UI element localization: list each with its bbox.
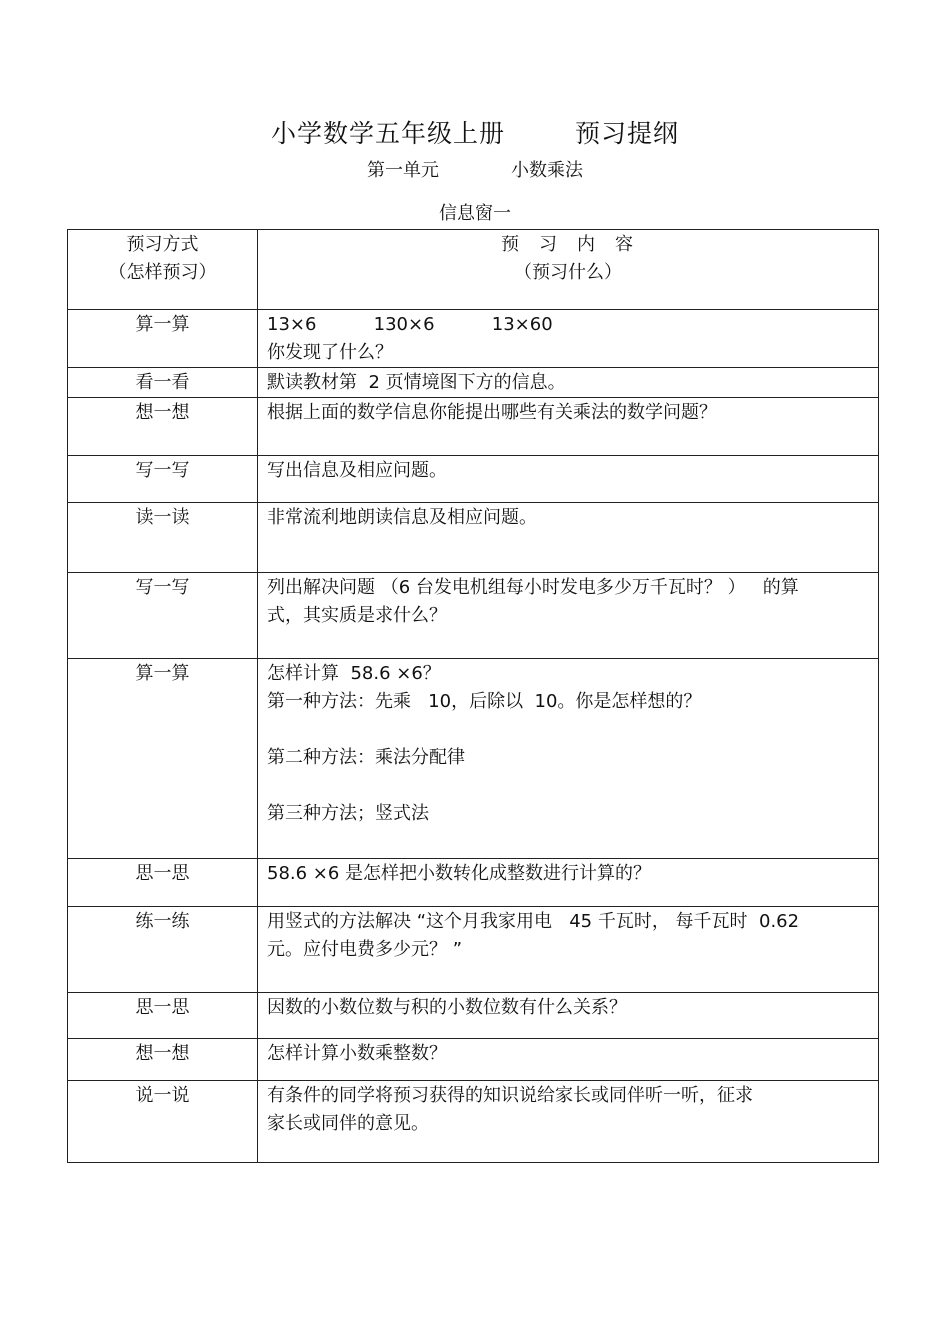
- table-row: [68, 456, 879, 503]
- method-cell: 思一思: [68, 859, 258, 907]
- section-heading: 信息窗一: [439, 203, 511, 224]
- method-cell: 看一看: [68, 368, 258, 398]
- content-cell: [258, 573, 879, 659]
- content-line: 有条件的同学将预习获得的知识说给家长或同伴听一听，征求: [267, 1085, 753, 1106]
- content-line: 家长或同伴的意见。: [267, 1113, 429, 1134]
- content-line: 怎样计算小数乘整数？: [267, 1043, 447, 1064]
- content-line: 你发现了什么？: [267, 342, 393, 363]
- table-row: [68, 310, 879, 368]
- content-header-sublabel: （预习什么）: [514, 262, 622, 283]
- content-line: 第三种方法；竖式法: [267, 803, 429, 824]
- content-line: 怎样计算 58.6 ×6？: [267, 663, 441, 684]
- content-cell: [258, 456, 879, 503]
- content-cell: [258, 310, 879, 368]
- content-cell: [258, 907, 879, 993]
- content-cell: [258, 659, 879, 859]
- content-cell: [258, 368, 879, 398]
- method-cell: 读一读: [68, 503, 258, 573]
- content-line: 写出信息及相应问题。: [267, 460, 447, 481]
- content-cell: [258, 398, 879, 456]
- unit-label: 第一单元: [367, 160, 439, 181]
- content-line: 式，其实质是求什么？: [267, 605, 447, 626]
- content-line: 根据上面的数学信息你能提出哪些有关乘法的数学问题？: [267, 402, 717, 423]
- document-title: [0, 114, 950, 150]
- content-line: 第二种方法：乘法分配律: [267, 747, 465, 768]
- title-tail: 预习提纲: [575, 119, 680, 148]
- content-line: 元。应付电费多少元？ ”: [267, 939, 463, 960]
- table-row: [68, 573, 879, 659]
- method-header-sublabel: （怎样预习）: [108, 262, 217, 283]
- content-header-label: 预习内容: [501, 234, 653, 255]
- method-cell: 想一想: [68, 398, 258, 456]
- method-cell: 想一想: [68, 1039, 258, 1081]
- unit-heading: [0, 156, 950, 182]
- table-row: [68, 859, 879, 907]
- unit-topic: 小数乘法: [511, 160, 583, 181]
- content-line: 第一种方法：先乘 10，后除以 10。你是怎样想的？: [267, 691, 702, 712]
- method-cell: 说一说: [68, 1081, 258, 1163]
- content-line: 默读教材第 2 页情境图下方的信息。: [267, 372, 566, 393]
- method-cell: 写一写: [68, 573, 258, 659]
- title-main: 小学数学五年级上册: [270, 119, 505, 148]
- blank-answer-space: [267, 716, 869, 744]
- content-cell: [258, 503, 879, 573]
- blank-answer-space: [267, 772, 869, 800]
- content-cell: [258, 1081, 879, 1163]
- content-cell: [258, 993, 879, 1039]
- content-header-cell: [258, 230, 879, 310]
- content-cell: [258, 1039, 879, 1081]
- content-cell: [258, 859, 879, 907]
- method-cell: 写一写: [68, 456, 258, 503]
- table-row: [68, 907, 879, 993]
- table-row: [68, 993, 879, 1039]
- table-row: [68, 659, 879, 859]
- table-row: [68, 1039, 879, 1081]
- content-line: 58.6 ×6 是怎样把小数转化成整数进行计算的？: [267, 863, 652, 884]
- method-cell: 算一算: [68, 659, 258, 859]
- table-row: [68, 368, 879, 398]
- table-row: [68, 398, 879, 456]
- content-line: 列出解决问题 （6 台发电机组每小时发电多少万千瓦时？ ） 的算: [267, 577, 799, 598]
- method-cell: 练一练: [68, 907, 258, 993]
- content-line: 非常流利地朗读信息及相应问题。: [267, 507, 537, 528]
- table-row: [68, 1081, 879, 1163]
- method-cell: 算一算: [68, 310, 258, 368]
- content-line: 因数的小数位数与积的小数位数有什么关系？: [267, 997, 627, 1018]
- content-line: 13×6 130×6 13×60: [267, 314, 553, 335]
- method-cell: 思一思: [68, 993, 258, 1039]
- content-line: 用竖式的方法解决 “这个月我家用电 45 千瓦时， 每千瓦时 0.62: [267, 911, 800, 932]
- preview-outline-table: [67, 229, 879, 1163]
- method-header-label: 预习方式: [126, 234, 199, 255]
- method-header-cell: [68, 230, 258, 310]
- table-row: [68, 503, 879, 573]
- table-header-row: [68, 230, 879, 310]
